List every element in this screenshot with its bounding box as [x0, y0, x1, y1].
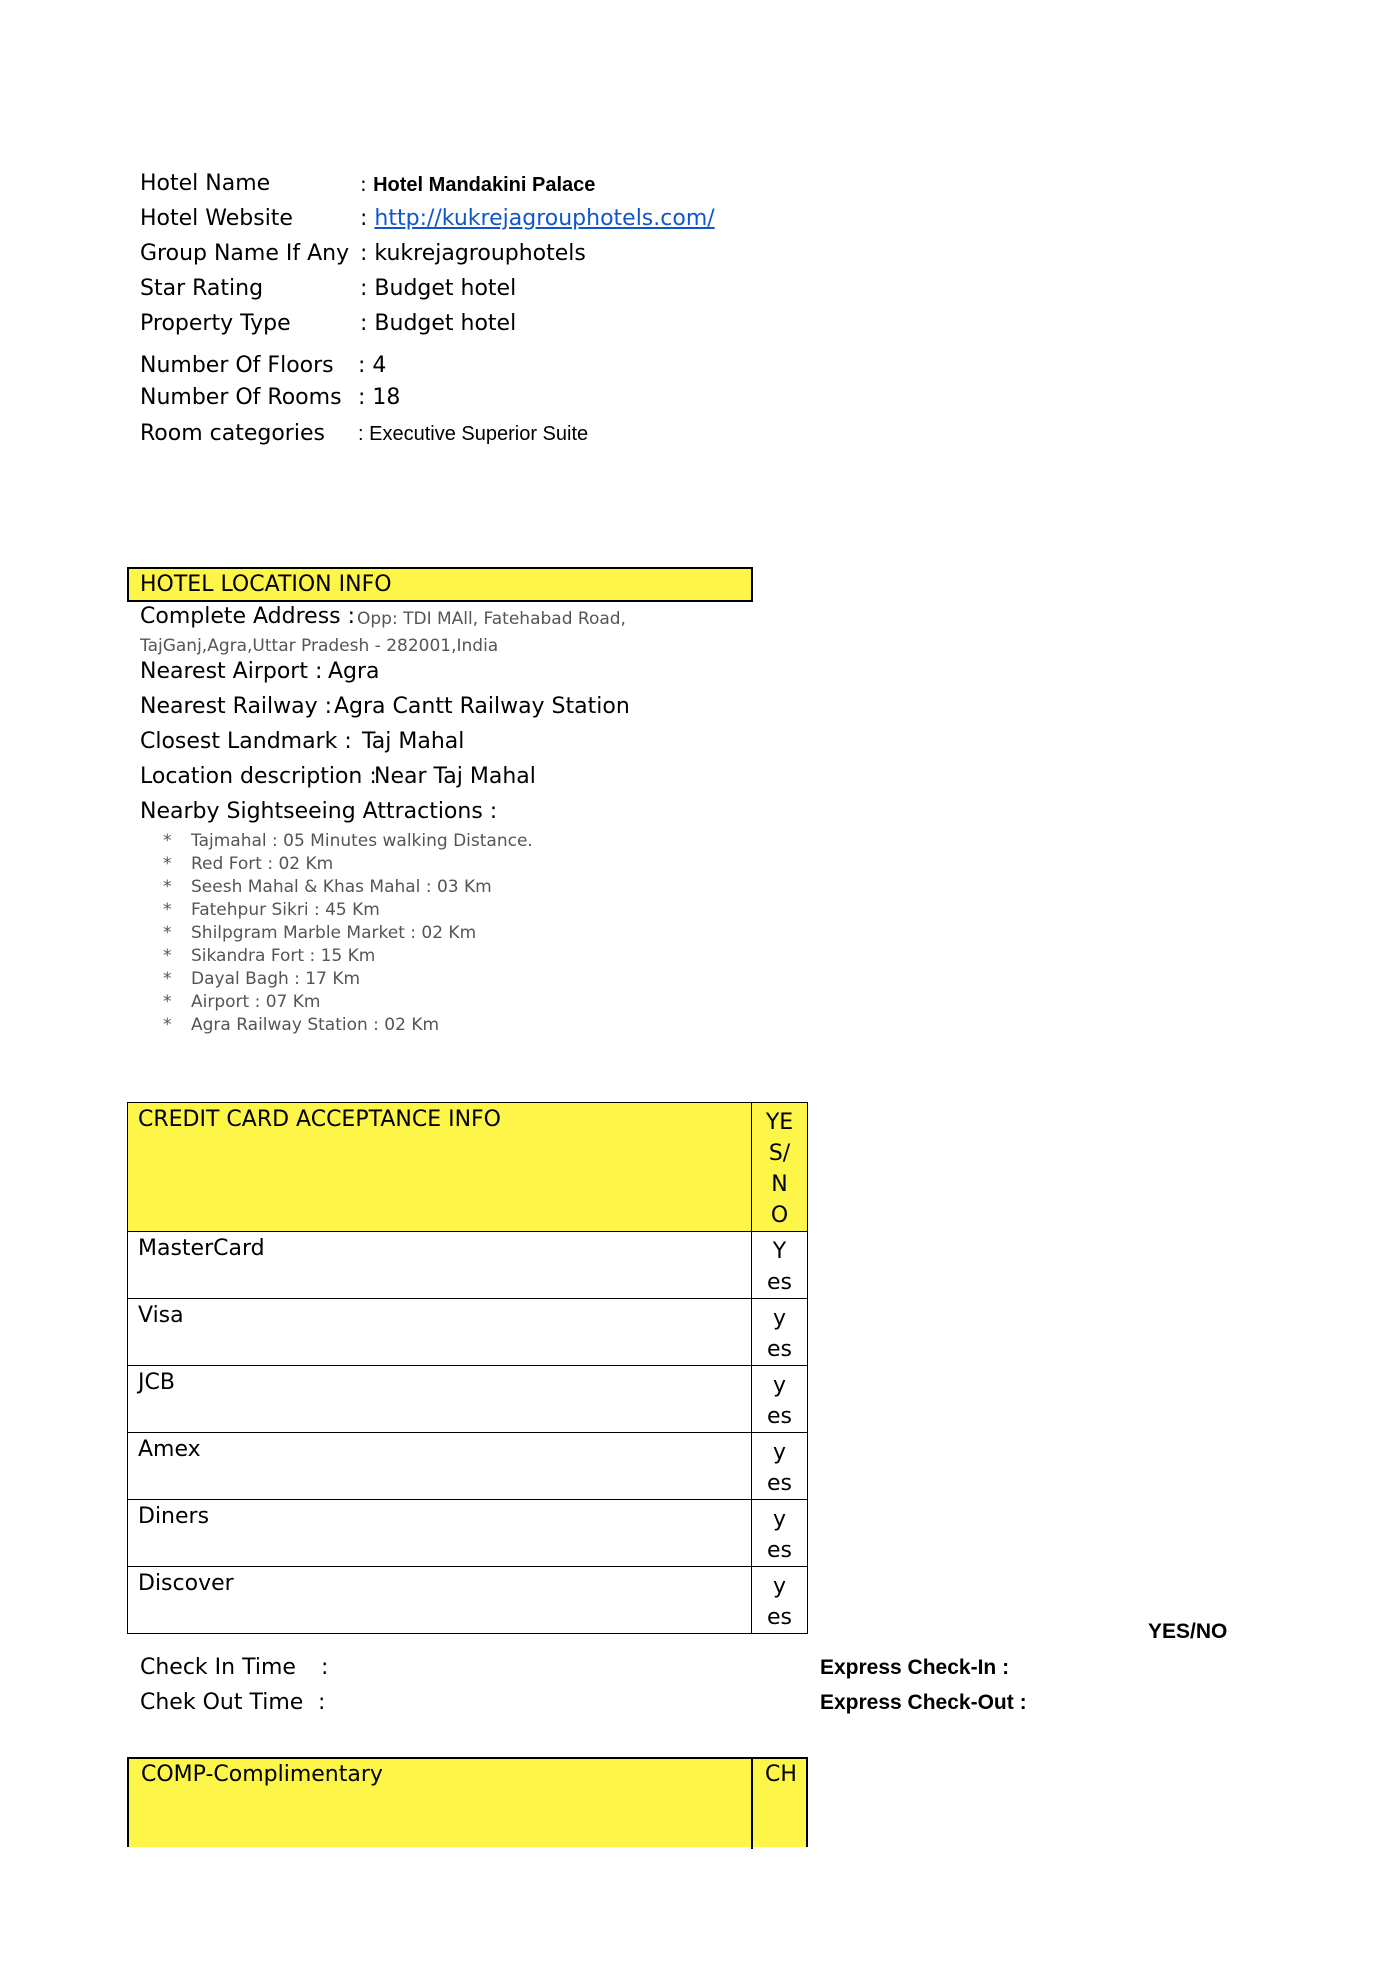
landmark-value: Taj Mahal [362, 729, 465, 754]
list-item: Sikandra Fort : 15 Km [191, 946, 376, 966]
list-item: Shilpgram Marble Market : 02 Km [191, 923, 477, 943]
table-row [128, 1299, 808, 1366]
hotel-website-label: Hotel Website [140, 206, 293, 231]
property-type-label: Property Type [140, 311, 291, 336]
star-rating-label: Star Rating [140, 276, 264, 301]
list-item: Tajmahal : 05 Minutes walking Distance. [191, 831, 533, 851]
list-item: Red Fort : 02 Km [191, 854, 334, 874]
comp-header-box [127, 1757, 808, 1847]
card-name: Diners [128, 1500, 752, 1567]
card-name: Visa [128, 1299, 752, 1366]
card-accepted: y es [752, 1433, 808, 1500]
floors-label: Number Of Floors [140, 353, 334, 378]
card-accepted: Y es [752, 1232, 808, 1299]
check-out-label: Chek Out Time [140, 1690, 304, 1715]
bullet-icon: * [163, 877, 172, 897]
list-item: Dayal Bagh : 17 Km [191, 969, 361, 989]
yes-no-header: YE S/ N O [752, 1103, 808, 1232]
location-heading-box [127, 567, 753, 602]
bullet-icon: * [163, 831, 172, 851]
address-line-1: Opp: TDI MAll, Fatehabad Road, [357, 609, 626, 629]
rooms-value: 18 [372, 385, 401, 410]
table-row [128, 1433, 808, 1500]
floors-value: 4 [372, 353, 387, 378]
bullet-icon: * [163, 1015, 172, 1035]
table-row [128, 1567, 808, 1634]
airport-value: Agra [328, 659, 380, 684]
express-check-in-label: Express Check-In : [820, 1656, 1010, 1679]
card-name: MasterCard [128, 1232, 752, 1299]
card-accepted: y es [752, 1299, 808, 1366]
table-row [128, 1232, 808, 1299]
group-name-value: kukrejagrouphotels [374, 241, 586, 266]
description-value: Near Taj Mahal [374, 764, 536, 789]
group-name-label: Group Name If Any [140, 241, 350, 266]
card-name: Discover [128, 1567, 752, 1634]
column-divider [751, 1759, 753, 1849]
railway-value: Agra Cantt Railway Station [334, 694, 630, 719]
card-accepted: y es [752, 1500, 808, 1567]
card-accepted: y es [752, 1366, 808, 1433]
check-in-label: Check In Time [140, 1655, 296, 1680]
check-in-colon: : [321, 1655, 329, 1680]
bullet-icon: * [163, 854, 172, 874]
room-categories-label: Room categories [140, 421, 325, 446]
card-name: Amex [128, 1433, 752, 1500]
description-label: Location description : [140, 764, 377, 789]
hotel-website-link[interactable]: http://kukrejagrouphotels.com/ [374, 206, 715, 231]
check-out-colon: : [318, 1690, 326, 1715]
comp-heading: COMP-Complimentary [141, 1762, 383, 1787]
express-check-out-label: Express Check-Out : [820, 1691, 1027, 1714]
hotel-name-value: Hotel Mandakini Palace [373, 174, 596, 196]
bullet-icon: * [163, 969, 172, 989]
yes-no-heading: YES/NO [1148, 1620, 1228, 1643]
list-item: Airport : 07 Km [191, 992, 321, 1012]
bullet-icon: * [163, 923, 172, 943]
location-heading: HOTEL LOCATION INFO [140, 572, 392, 597]
rooms-label: Number Of Rooms [140, 385, 342, 410]
address-line-2: TajGanj,Agra,Uttar Pradesh - 282001,India [140, 636, 499, 656]
bullet-icon: * [163, 992, 172, 1012]
card-accepted: y es [752, 1567, 808, 1634]
address-label: Complete Address : [140, 604, 356, 629]
railway-label: Nearest Railway : [140, 694, 333, 719]
list-item: Agra Railway Station : 02 Km [191, 1015, 440, 1035]
property-type-value: Budget hotel [374, 311, 517, 336]
table-header-row [128, 1103, 808, 1232]
list-item: Seesh Mahal & Khas Mahal : 03 Km [191, 877, 492, 897]
star-rating-value: Budget hotel [374, 276, 517, 301]
hotel-name-label: Hotel Name [140, 171, 271, 196]
list-item: Fatehpur Sikri : 45 Km [191, 900, 380, 920]
table-row [128, 1366, 808, 1433]
comp-column-heading: CH [765, 1762, 797, 1787]
credit-card-table [127, 1102, 808, 1634]
landmark-label: Closest Landmark : [140, 729, 352, 754]
table-row [128, 1500, 808, 1567]
bullet-icon: * [163, 900, 172, 920]
card-name: JCB [128, 1366, 752, 1433]
airport-label: Nearest Airport : [140, 659, 323, 684]
sightseeing-label: Nearby Sightseeing Attractions : [140, 799, 498, 824]
bullet-icon: * [163, 946, 172, 966]
room-categories-value: Executive Superior Suite [369, 423, 589, 445]
credit-card-heading: CREDIT CARD ACCEPTANCE INFO [128, 1103, 752, 1232]
